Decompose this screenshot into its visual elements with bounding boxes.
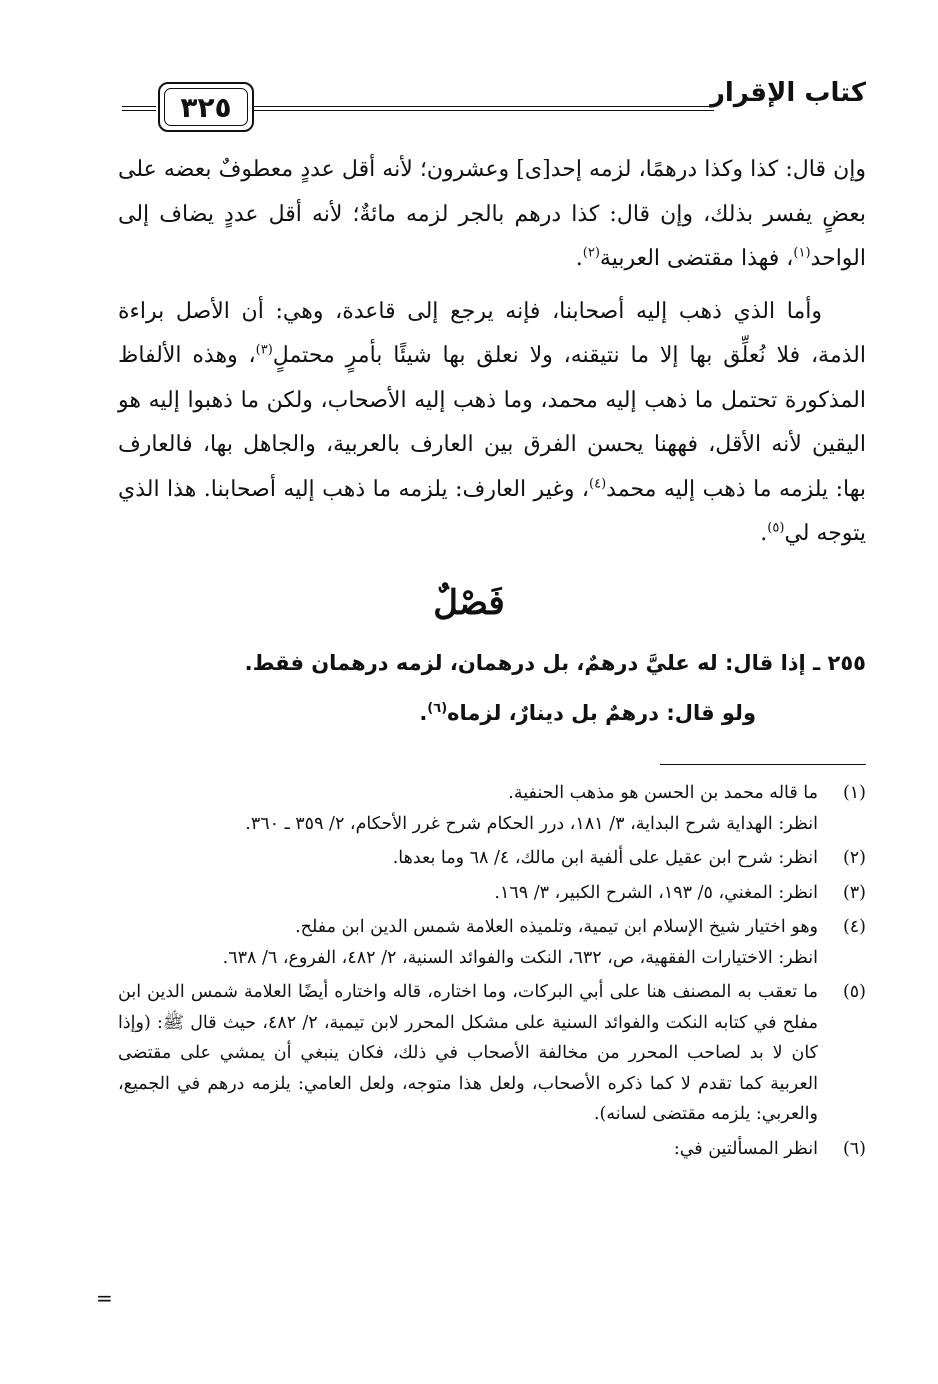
paragraph-1	[118, 148, 866, 282]
footnote-ref-2[interactable]: (٢)	[582, 245, 600, 261]
footnote-ref-1[interactable]: (١)	[793, 245, 811, 261]
footnote-number: (٢)	[842, 848, 866, 868]
running-header-title: كتاب الإقرار	[709, 78, 866, 108]
paragraph-1-mid: ، فهذا مقتضى العربية	[599, 246, 794, 271]
footnote-text: وهو اختيار شيخ الإسلام ابن تيمية، وتلميذه العلامة شمس الدين ابن مفلح. انظر: الاختيارات الفقهية، ص، ٦٣٢، النكت والفوائد السنية، ٢/ ٤٨٢، الفروع، ٦/ ٦٣٨.	[222, 917, 818, 968]
footnote-separator	[660, 764, 866, 765]
footnote-number: (٣)	[842, 882, 866, 903]
page-number: ٣٢٥	[180, 90, 232, 124]
issue-block	[118, 638, 866, 738]
footnote-number: (١)	[842, 783, 866, 803]
paragraph-2	[118, 290, 866, 557]
footnote-ref-5[interactable]: (٥)	[767, 520, 785, 536]
footnote-3	[118, 878, 866, 909]
footnote-text: انظر المسألتين في:	[673, 1138, 818, 1159]
footnote-number: (٤)	[842, 917, 866, 937]
header-rule	[122, 106, 156, 107]
footnote-ref-6[interactable]: (٦)	[427, 701, 448, 716]
footnote-2	[118, 843, 866, 874]
footnote-text: انظر: شرح ابن عقيل على ألفية ابن مالك، ٤/ ٦٨ وما بعدها.	[392, 848, 818, 868]
footnote-text: انظر: المغني، ٥/ ١٩٣، الشرح الكبير، ٣/ ١٦٩.	[494, 882, 818, 903]
section-heading: فَصْلٌ	[433, 583, 505, 623]
footnote-text: ما قاله محمد بن الحسن هو مذهب الحنفية. انظر: الهداية شرح البداية، ٣/ ١٨١، درر الحكام شرح غرر الأحكام، ٢/ ٣٥٩ ـ ٣٦٠.	[245, 783, 818, 834]
paragraph-1-end: .	[575, 246, 583, 271]
paragraph-2-text-b: ، وهذه الألفاظ المذكورة تحتمل ما ذهب إليه محمد، وما ذهب إليه الأصحاب، ولكن ما ذهبوا إليه هو اليقين لأنه الأقل، فههنا يحسن الفرق بين العارف بالعربية، والجاهل بها، فالعارف بها: يلزمه ما ذهب إليه محمد	[118, 343, 866, 502]
page-number-inner-frame	[164, 88, 248, 126]
issue-line-2-text: ولو قال: درهمٌ بل دينارٌ، لزماه	[447, 701, 756, 725]
footnote-1	[118, 778, 866, 839]
footnote-number: (٦)	[842, 1138, 866, 1159]
footnotes	[118, 778, 866, 1164]
issue-line-2	[118, 688, 866, 738]
paragraph-2-end: .	[760, 521, 768, 546]
paragraph-2-text-a: وأما الذي ذهب إليه أصحابنا، فإنه يرجع إلى قاعدة، وهي: أن الأصل براءة الذمة، فلا نُعلِّق بها إلا ما نتيقنه، ولا نعلق بها شيئًا بأمرٍ محتملٍ	[118, 298, 866, 368]
paragraph-1-text: وإن قال: كذا وكذا درهمًا، لزمه إحد[ى] وعشرون؛ لأنه أقل عددٍ معطوفٌ بعضه على بعضٍ يفسر بذلك، وإن قال: كذا درهم بالجر لزمه مائةٌ؛ لأنه أقل عددٍ يضاف إلى الواحد	[118, 157, 866, 271]
footnote-number: (٥)	[842, 982, 866, 1002]
continuation-mark: =	[96, 1286, 113, 1310]
footnote-6	[118, 1134, 866, 1165]
header-rule	[252, 110, 714, 111]
footnote-ref-4[interactable]: (٤)	[589, 476, 607, 492]
issue-line-2-end: .	[419, 701, 428, 725]
paragraph-2-text-c: ، وغير العارف: يلزمه ما ذهب إليه أصحابنا. هذا الذي يتوجه لي	[118, 476, 866, 546]
header-rule	[122, 110, 156, 111]
footnote-text: ما تعقب به المصنف هنا على أبي البركات، وما اختاره، قاله واختاره أيضًا العلامة شمس الدين ابن مفلح في كتابه النكت والفوائد السنية على مشكل المحرر لابن تيمية، ٢/ ٤٨٢، حيث قال ﷺ: (وإذا كان لا بد لصاحب المحرر من مخالفة الأصحاب في ذلك، فكان ينبغي أن يمشي على مقتضى العربية كما تقدم لا كما ذكره الأصحاب، ولعل هذا متوجه، ولعل العامي: يلزمه درهم في الجميع، والعربي: يلزمه مقتضى لسانه).	[118, 982, 818, 1124]
footnote-5	[118, 977, 866, 1130]
main-text	[118, 148, 866, 557]
footnote-ref-3[interactable]: (٣)	[255, 342, 273, 358]
page-number-frame	[158, 82, 254, 132]
header-rule	[252, 106, 714, 107]
issue-line-1: ٢٥٥ ـ إذا قال: له عليَّ درهمٌ، بل درهمان، لزمه درهمان فقط.	[244, 651, 866, 675]
footnote-4	[118, 912, 866, 973]
